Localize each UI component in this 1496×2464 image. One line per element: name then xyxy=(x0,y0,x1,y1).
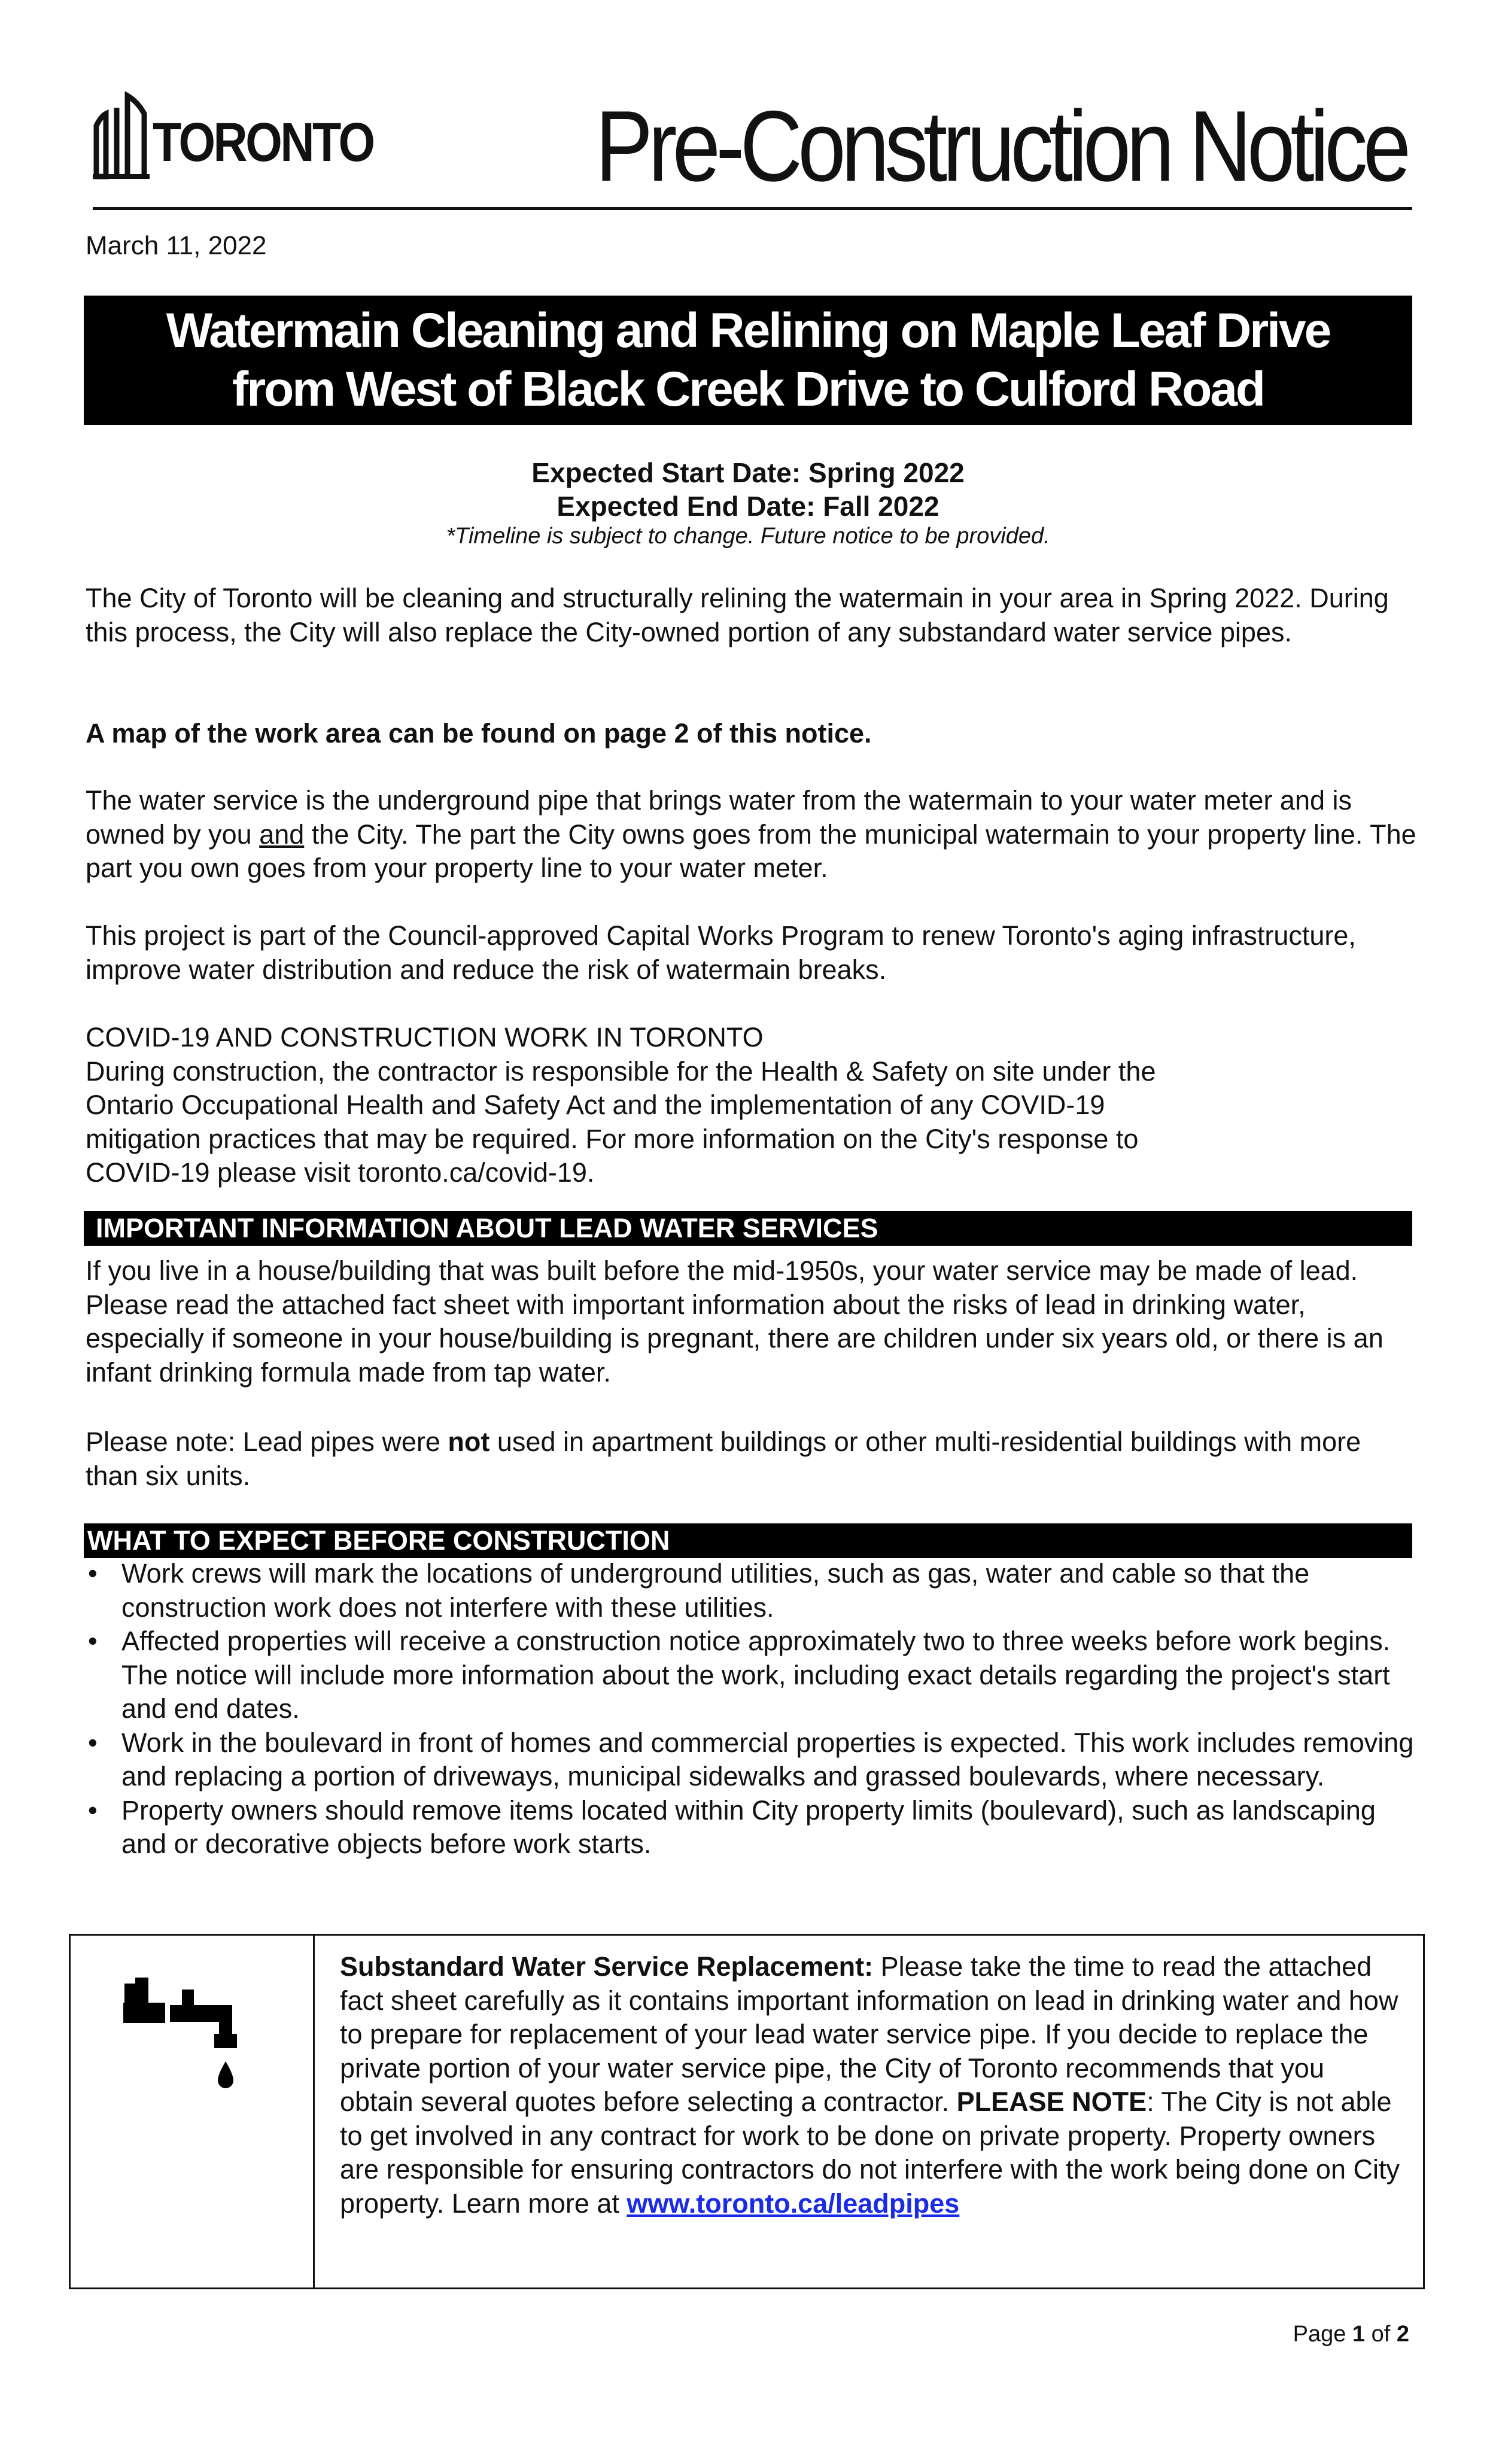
list-item: • Work crews will mark the locations of underground utilities, such as gas, water and cable so that the construction work does not interfere with these utilities. xyxy=(86,1557,1420,1625)
callout-text-b: : The City is not able to get involved in any contract for work to be done on private property. Property owners are responsible for ensuring contractors do not interfere with the work being done on City property. Learn more at xyxy=(340,2086,1400,2219)
callout-divider xyxy=(313,1936,315,2287)
covid-heading: COVID-19 AND CONSTRUCTION WORK IN TORONTO xyxy=(86,1022,764,1052)
header-divider xyxy=(93,207,1412,210)
covid-line-4: COVID-19 please visit toronto.ca/covid-19. xyxy=(86,1157,595,1188)
lead-section-heading: IMPORTANT INFORMATION ABOUT LEAD WATER SERVICES xyxy=(84,1211,1412,1246)
lead-replacement-callout xyxy=(69,1934,1425,2289)
covid-line-2: Ontario Occupational Health and Safety Act and the implementation of any COVID-19 xyxy=(86,1090,1105,1120)
program-paragraph: This project is part of the Council-approved Capital Works Program to renew Toronto's aging infrastructure, improve water distribution and reduce the risk of watermain breaks. xyxy=(86,920,1356,985)
toronto-logo xyxy=(93,90,380,180)
water-service-text-a: The water service is the underground pipe that brings water from the watermain to your water meter and is owned by you xyxy=(86,785,1352,850)
logo-wordmark: TORONTO xyxy=(153,112,373,173)
intro-paragraph: The City of Toronto will be cleaning and structurally relining the watermain in your area in Spring 2022. During this process, the City will also replace the City-owned portion of any substandard water service pipes. xyxy=(86,583,1389,647)
start-date: Expected Start Date: Spring 2022 xyxy=(531,457,965,488)
page-of: of xyxy=(1365,2322,1397,2347)
emphasis-and: and xyxy=(259,819,305,850)
lead-note-text-b: used in apartment buildings or other multi-residential buildings with more than six units. xyxy=(86,1426,1361,1491)
water-service-text-b: the City. The part the City owns goes from the municipal watermain to your property line. The part you own goes from your property line to your water meter. xyxy=(86,819,1416,883)
covid-section xyxy=(86,1021,1420,1190)
page-number xyxy=(1293,2322,1409,2347)
callout-text-a: Please take the time to read the attached fact sheet carefully as it contains important information on lead in drinking water and how to prepare for replacement of your lead water service pipe. If you decide to replace the private portion of your water service pipe, the City of Toronto recommends that you obtain several quotes before selecting a contractor. xyxy=(340,1951,1398,2117)
list-item: • Work in the boulevard in front of homes and commercial properties is expected. This work includes removing and replacing a portion of driveways, municipal sidewalks and grassed boulevards, where necessary. xyxy=(86,1726,1420,1794)
banner-line-1: Watermain Cleaning and Relining on Maple Leaf Drive xyxy=(166,303,1330,358)
page-prefix: Page xyxy=(1293,2322,1352,2347)
pipe-faucet-icon xyxy=(118,1972,262,2115)
expect-section-heading: WHAT TO EXPECT BEFORE CONSTRUCTION xyxy=(84,1523,1412,1558)
lead-paragraph: If you live in a house/building that was built before the mid-1950s, your water service may be made of lead. Please read the attached fact sheet with important information about the risks of lead in drinking water, especially if someone in your house/building is pregnant, there are children under six years old, or there is an infant drinking formula made from tap water. xyxy=(86,1255,1384,1388)
leadpipes-link[interactable]: www.toronto.ca/leadpipes xyxy=(627,2188,960,2219)
timeline-note: *Timeline is subject to change. Future notice to be provided. xyxy=(446,524,1050,549)
page-total: 2 xyxy=(1396,2322,1409,2347)
expect-list-container xyxy=(86,1557,1420,1861)
callout-please-note: PLEASE NOTE xyxy=(956,2086,1147,2117)
covid-line-1: During construction, the contractor is responsible for the Health & Safety on site under the xyxy=(86,1055,1156,1087)
map-note: A map of the work area can be found on page 2 of this notice. xyxy=(86,718,872,749)
callout-text xyxy=(340,1950,1405,2220)
expect-list xyxy=(86,1557,1420,1861)
list-item: • Affected properties will receive a construction notice approximately two to three weeks before work begins. The notice will include more information about the work, including exact details regarding the project's start and end dates. xyxy=(86,1625,1420,1726)
notice-date: March 11, 2022 xyxy=(86,231,267,260)
project-title-banner xyxy=(84,296,1412,425)
city-hall-icon xyxy=(93,90,150,180)
page-current: 1 xyxy=(1352,2322,1366,2347)
emphasis-not: not xyxy=(448,1426,490,1457)
page-title: Pre-Construction Notice xyxy=(595,90,1406,202)
water-service-paragraph xyxy=(86,784,1420,886)
lead-note-text-a: Please note: Lead pipes were xyxy=(86,1426,448,1457)
lead-note-paragraph xyxy=(86,1425,1420,1493)
list-item: • Property owners should remove items located within City property limits (boulevard), such as landscaping and or decorative objects before work starts. xyxy=(86,1794,1420,1861)
schedule-block xyxy=(84,456,1412,549)
banner-line-2: from West of Black Creek Drive to Culford Road xyxy=(232,362,1264,416)
end-date: Expected End Date: Fall 2022 xyxy=(557,491,939,522)
callout-lead: Substandard Water Service Replacement: xyxy=(340,1951,874,1982)
covid-line-3: mitigation practices that may be required. For more information on the City's response to xyxy=(86,1123,1139,1154)
